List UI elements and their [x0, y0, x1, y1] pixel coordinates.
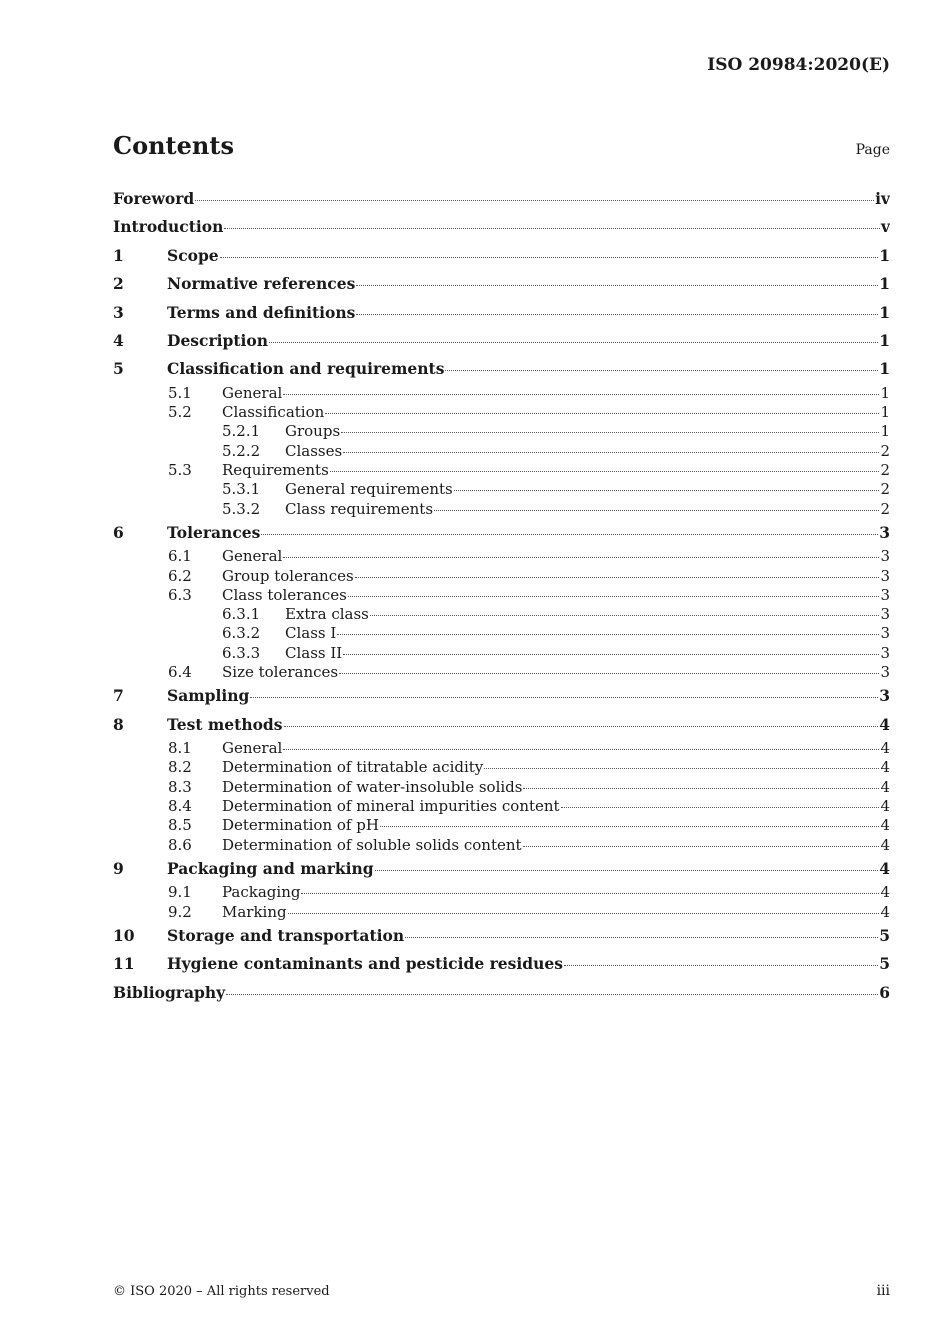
toc-entry-number: 7 — [113, 686, 124, 706]
toc-entry-page: 4 — [880, 816, 890, 835]
toc-entry-page: 3 — [879, 686, 890, 706]
toc-entry-number: 6 — [113, 522, 124, 542]
toc-entry-title: Size tolerances — [222, 662, 339, 681]
toc-entry[interactable] — [113, 979, 890, 1007]
toc-entry-number: 5.2.1 — [222, 422, 261, 441]
toc-entry-page: 1 — [879, 330, 890, 350]
toc-entry[interactable] — [113, 855, 890, 883]
toc-entry-title: Determination of titratable acidity — [222, 758, 484, 777]
toc-entry[interactable] — [113, 778, 890, 797]
toc-entry[interactable] — [113, 624, 890, 643]
toc-entry-page: 4 — [880, 739, 890, 758]
toc-entry-page: iv — [875, 189, 890, 208]
dot-leader — [283, 749, 879, 750]
toc-entry-page: 2 — [880, 480, 890, 499]
toc-entry-title: Requirements — [222, 460, 329, 479]
toc-entry-title: Determination of mineral impurities content — [222, 796, 560, 815]
dot-leader — [226, 994, 878, 995]
table-of-contents — [113, 185, 890, 1007]
toc-entry-page: 1 — [879, 274, 890, 294]
toc-entry[interactable] — [113, 213, 890, 241]
dot-leader — [343, 452, 879, 453]
dot-leader — [261, 534, 878, 535]
toc-entry[interactable] — [113, 922, 890, 950]
dot-leader — [370, 615, 880, 616]
toc-entry[interactable] — [113, 903, 890, 922]
toc-entry-number: 6.3.2 — [222, 624, 261, 643]
document-id: ISO 20984:2020(E) — [707, 55, 890, 75]
toc-entry-page: 1 — [879, 245, 890, 265]
dot-leader — [564, 965, 878, 966]
page-title: Contents — [113, 131, 234, 160]
toc-entry[interactable] — [113, 500, 890, 519]
toc-entry[interactable] — [113, 883, 890, 902]
toc-entry-page: 5 — [879, 925, 890, 945]
toc-entry-title: Tolerances — [167, 522, 261, 542]
toc-entry-number: 5.3 — [168, 460, 192, 479]
toc-entry-page: 2 — [880, 499, 890, 518]
dot-leader — [484, 768, 879, 769]
toc-entry-page: 2 — [880, 441, 890, 460]
toc-entry-number: 9.1 — [168, 883, 192, 902]
toc-entry-page: 3 — [880, 547, 890, 566]
toc-entry[interactable] — [113, 270, 890, 298]
dot-leader — [269, 342, 878, 343]
toc-entry-title: Class I — [285, 624, 337, 643]
dot-leader — [523, 788, 879, 789]
dot-leader — [284, 726, 879, 727]
toc-entry-number: 5.1 — [168, 383, 192, 402]
toc-entry[interactable] — [113, 816, 890, 835]
toc-entry[interactable] — [113, 442, 890, 461]
toc-entry[interactable] — [113, 711, 890, 739]
dot-leader — [434, 510, 879, 511]
toc-entry-title: Packaging — [222, 883, 301, 902]
toc-entry[interactable] — [113, 586, 890, 605]
toc-entry[interactable] — [113, 299, 890, 327]
toc-entry-number: 8.1 — [168, 739, 192, 758]
toc-entry-page: 4 — [879, 858, 890, 878]
toc-entry-page: 6 — [879, 982, 890, 1002]
toc-entry-title: Determination of pH — [222, 816, 379, 835]
toc-entry-page: 3 — [880, 662, 890, 681]
toc-entry-number: 8.3 — [168, 777, 192, 796]
dot-leader — [561, 807, 880, 808]
dot-leader — [445, 370, 878, 371]
toc-entry-page: 1 — [880, 403, 890, 422]
dot-leader — [380, 826, 880, 827]
dot-leader — [523, 846, 880, 847]
toc-entry[interactable] — [113, 185, 890, 213]
toc-entry[interactable] — [113, 663, 890, 682]
toc-entry-title: Sampling — [167, 686, 250, 706]
dot-leader — [325, 413, 879, 414]
toc-entry-number: 8.2 — [168, 758, 192, 777]
toc-entry-page: 4 — [880, 758, 890, 777]
toc-entry-title: Marking — [222, 902, 287, 921]
toc-entry-page: 4 — [880, 777, 890, 796]
dot-leader — [355, 577, 880, 578]
toc-entry-page: 4 — [880, 796, 890, 815]
toc-entry-page: 4 — [879, 714, 890, 734]
toc-entry-page: 3 — [880, 585, 890, 604]
toc-entry-title: General requirements — [285, 480, 453, 499]
toc-entry[interactable] — [113, 605, 890, 624]
dot-leader — [341, 432, 879, 433]
page-number: iii — [876, 1283, 890, 1299]
toc-entry[interactable] — [113, 384, 890, 403]
toc-entry-number: 6.3.3 — [222, 643, 261, 662]
toc-entry-number: 1 — [113, 245, 124, 265]
toc-entry-title: Extra class — [285, 605, 369, 624]
toc-entry[interactable] — [113, 950, 890, 978]
dot-leader — [348, 596, 880, 597]
toc-entry-title: General — [222, 383, 283, 402]
toc-entry-number: 11 — [113, 954, 135, 974]
toc-entry-number: 6.1 — [168, 547, 192, 566]
dot-leader — [454, 490, 880, 491]
toc-entry[interactable] — [113, 836, 890, 855]
toc-entry-title: Foreword — [113, 189, 195, 208]
toc-entry[interactable] — [113, 739, 890, 758]
dot-leader — [343, 654, 879, 655]
toc-entry-title: Hygiene contaminants and pesticide residues — [167, 954, 563, 974]
toc-entry[interactable] — [113, 797, 890, 816]
toc-entry-number: 5.2.2 — [222, 441, 261, 460]
dot-leader — [250, 697, 878, 698]
toc-entry-number: 6.3 — [168, 585, 192, 604]
toc-entry-number: 5.3.1 — [222, 480, 261, 499]
toc-entry[interactable] — [113, 547, 890, 566]
page-column-label: Page — [855, 142, 890, 158]
toc-entry-title: Determination of soluble solids content — [222, 835, 522, 854]
toc-entry-page: v — [880, 217, 890, 237]
toc-entry[interactable] — [113, 327, 890, 355]
toc-entry-title: General — [222, 547, 283, 566]
toc-entry-page: 4 — [880, 902, 890, 921]
dot-leader — [288, 913, 880, 914]
copyright-notice: © ISO 2020 – All rights reserved — [113, 1284, 330, 1299]
toc-entry-title: Class tolerances — [222, 585, 347, 604]
toc-entry-number: 5.3.2 — [222, 499, 261, 518]
toc-entry-title: Description — [167, 330, 269, 350]
toc-entry-page: 1 — [879, 359, 890, 379]
toc-entry-number: 9.2 — [168, 902, 192, 921]
toc-entry-page: 2 — [880, 460, 890, 479]
toc-entry-number: 2 — [113, 274, 124, 294]
toc-entry-number: 5 — [113, 359, 124, 379]
toc-entry-title: Normative references — [167, 274, 356, 294]
toc-entry-page: 3 — [880, 624, 890, 643]
toc-entry[interactable] — [113, 461, 890, 480]
toc-entry-page: 5 — [879, 954, 890, 974]
toc-entry-number: 8.4 — [168, 796, 192, 815]
toc-entry-page: 1 — [880, 383, 890, 402]
toc-entry-title: Classification and requirements — [167, 359, 445, 379]
toc-entry-title: Class requirements — [285, 499, 434, 518]
toc-entry-title: General — [222, 739, 283, 758]
toc-entry-page: 4 — [880, 835, 890, 854]
toc-entry-number: 6.3.1 — [222, 605, 261, 624]
dot-leader — [283, 557, 879, 558]
toc-entry-number: 8 — [113, 714, 124, 734]
toc-entry-title: Storage and transportation — [167, 925, 405, 945]
toc-entry[interactable] — [113, 422, 890, 441]
toc-entry-title: Classification — [222, 403, 325, 422]
toc-entry-page: 3 — [880, 605, 890, 624]
toc-entry-title: Determination of water-insoluble solids — [222, 777, 523, 796]
toc-entry[interactable] — [113, 758, 890, 777]
toc-entry-title: Packaging and marking — [167, 858, 374, 878]
toc-entry-number: 9 — [113, 858, 124, 878]
toc-entry[interactable] — [113, 403, 890, 422]
toc-entry[interactable] — [113, 682, 890, 710]
dot-leader — [283, 394, 879, 395]
toc-entry-number: 8.5 — [168, 816, 192, 835]
toc-entry[interactable] — [113, 567, 890, 586]
dot-leader — [301, 893, 879, 894]
dot-leader — [375, 870, 879, 871]
toc-entry-title: Terms and definitions — [167, 302, 356, 322]
toc-entry[interactable] — [113, 519, 890, 547]
toc-entry-number: 5.2 — [168, 403, 192, 422]
toc-entry-page: 4 — [880, 883, 890, 902]
toc-entry-number: 6.4 — [168, 662, 192, 681]
toc-entry-number: 3 — [113, 302, 124, 322]
dot-leader — [356, 314, 878, 315]
dot-leader — [195, 200, 874, 201]
toc-entry-title: Introduction — [113, 217, 224, 237]
toc-entry[interactable] — [113, 242, 890, 270]
toc-entry-title: Group tolerances — [222, 566, 354, 585]
dot-leader — [224, 228, 880, 229]
toc-entry-page: 3 — [880, 566, 890, 585]
dot-leader — [405, 937, 878, 938]
toc-entry-number: 6.2 — [168, 566, 192, 585]
toc-entry-title: Bibliography — [113, 982, 226, 1002]
toc-entry-page: 1 — [879, 302, 890, 322]
toc-entry-title: Scope — [167, 245, 219, 265]
toc-entry-number: 10 — [113, 925, 135, 945]
toc-entry[interactable] — [113, 644, 890, 663]
toc-entry-number: 8.6 — [168, 835, 192, 854]
toc-entry[interactable] — [113, 355, 890, 383]
toc-entry-title: Test methods — [167, 714, 283, 734]
dot-leader — [220, 257, 879, 258]
toc-entry-title: Class II — [285, 643, 343, 662]
dot-leader — [356, 285, 878, 286]
dot-leader — [337, 634, 879, 635]
toc-entry-title: Classes — [285, 441, 343, 460]
dot-leader — [339, 673, 879, 674]
toc-entry-number: 4 — [113, 330, 124, 350]
toc-entry-title: Groups — [285, 422, 341, 441]
toc-entry-page: 3 — [880, 643, 890, 662]
toc-entry-page: 3 — [879, 522, 890, 542]
toc-entry[interactable] — [113, 480, 890, 499]
toc-entry-page: 1 — [880, 422, 890, 441]
dot-leader — [330, 471, 880, 472]
